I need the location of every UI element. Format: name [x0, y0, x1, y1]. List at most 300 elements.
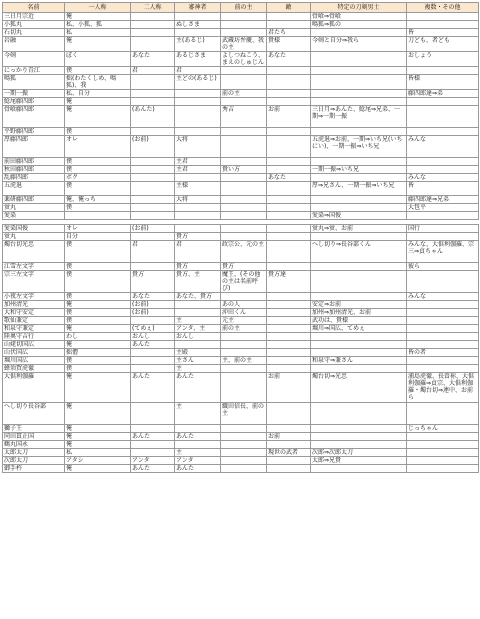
table-cell: [407, 128, 479, 136]
table-cell: 俺: [65, 13, 131, 21]
table-cell: 堀川⇒国広、てめぇ: [311, 325, 407, 333]
spreadsheet: [2, 2, 478, 473]
table-cell: アンタ: [131, 457, 175, 465]
table-row: [3, 158, 479, 166]
table-cell: [267, 196, 311, 204]
table-cell: 皆: [407, 29, 479, 37]
table-cell: [221, 174, 267, 182]
table-cell: [221, 373, 267, 403]
table-cell: 前の主: [221, 325, 267, 333]
table-cell: あんた: [175, 373, 221, 403]
table-cell: アンタ、主: [175, 325, 221, 333]
name-cell: 今剣: [3, 52, 65, 67]
table-row: [3, 449, 479, 457]
table-cell: あんた: [131, 465, 175, 473]
table-cell: 主(あるじ): [175, 37, 221, 52]
name-cell: 大倶利伽羅: [3, 373, 65, 403]
table-cell: [407, 449, 479, 457]
table-cell: 次郎⇒次郎太刀: [311, 449, 407, 457]
table-cell: 大包平: [407, 204, 479, 212]
table-cell: [221, 465, 267, 473]
name-cell: 山姥切国広: [3, 341, 65, 349]
table-cell: [311, 98, 407, 106]
table-body-upper: [3, 13, 479, 220]
table-cell: (てめぇ): [131, 325, 175, 333]
table-cell: [267, 212, 311, 220]
table-cell: 僕: [65, 365, 131, 373]
table-cell: 貴方: [175, 233, 221, 241]
table-cell: 私、小狐、狐: [65, 21, 131, 29]
table-row: [3, 196, 479, 204]
table-row: [3, 52, 479, 67]
table-cell: [267, 325, 311, 333]
name-cell: 蜂須賀虎徹: [3, 365, 65, 373]
header-cell: 二人称: [131, 3, 175, 13]
table-row: [3, 271, 479, 293]
table-cell: 元主: [221, 317, 267, 325]
table-cell: [267, 90, 311, 98]
table-cell: わし: [65, 333, 131, 341]
name-cell: 小夜左文字: [3, 293, 65, 301]
table-cell: [311, 174, 407, 182]
table-cell: [175, 128, 221, 136]
table-cell: あなた、貴方: [175, 293, 221, 301]
table-cell: [131, 449, 175, 457]
name-cell: 陸奥守吉行: [3, 333, 65, 341]
table-cell: [131, 98, 175, 106]
name-cell: 小狐丸: [3, 21, 65, 29]
header-cell: 敵: [267, 3, 311, 13]
table-cell: 織田信長、前の主: [221, 403, 267, 425]
table-cell: [407, 357, 479, 365]
table-cell: [131, 90, 175, 98]
table-cell: おしょう: [407, 52, 479, 67]
name-cell: 和泉守兼定: [3, 325, 65, 333]
table-cell: [311, 271, 407, 293]
table-cell: アタシ: [65, 457, 131, 465]
table-cell: ぬしさま: [175, 21, 221, 29]
table-cell: 藤四郎達⇒兄弟: [407, 196, 479, 204]
table-cell: [131, 37, 175, 52]
table-cell: 主さん: [175, 357, 221, 365]
table-cell: [131, 263, 175, 271]
table-cell: (お前): [131, 136, 175, 158]
table-row: [3, 98, 479, 106]
table-cell: [221, 75, 267, 90]
name-cell: 石切丸: [3, 29, 65, 37]
table-cell: 主: [175, 449, 221, 457]
table-cell: 骨喰⇒骨喰: [311, 13, 407, 21]
table-cell: [407, 271, 479, 293]
table-cell: [267, 158, 311, 166]
table-cell: [407, 457, 479, 465]
table-row: [3, 373, 479, 403]
table-cell: 君たち: [267, 29, 311, 37]
table-cell: [311, 441, 407, 449]
table-cell: [267, 403, 311, 425]
table-cell: 和泉守⇒兼さん: [311, 357, 407, 365]
table-cell: [267, 21, 311, 29]
table-cell: [221, 196, 267, 204]
table-row: [3, 425, 479, 433]
table-cell: 厚⇒兄さん、一期一振⇒いち兄: [311, 182, 407, 196]
table-cell: [407, 341, 479, 349]
table-cell: [311, 425, 407, 433]
table-cell: お前: [267, 433, 311, 441]
table-cell: あんた: [175, 465, 221, 473]
table-cell: [131, 441, 175, 449]
header-cell: 複数・その他: [407, 3, 479, 13]
table-cell: [407, 13, 479, 21]
table-cell: [267, 301, 311, 309]
table-cell: [221, 29, 267, 37]
table-row: [3, 457, 479, 465]
table-cell: 僕: [65, 128, 131, 136]
table-row: [3, 357, 479, 365]
table-cell: 五虎退⇒お前、一期⇒いち兄(いちにい)、一期一振⇒いち兄: [311, 136, 407, 158]
table-cell: 皆様: [407, 75, 479, 90]
table-cell: オレ: [65, 225, 131, 233]
table-cell: あなた: [267, 174, 311, 182]
table-cell: [175, 441, 221, 449]
header-cell: 一人称: [65, 3, 131, 13]
table-cell: 沖田くん: [221, 309, 267, 317]
table-row: [3, 241, 479, 263]
table-row: [3, 13, 479, 21]
table-cell: [407, 212, 479, 220]
table-cell: [311, 293, 407, 301]
table-cell: [407, 365, 479, 373]
table-cell: 主君: [175, 158, 221, 166]
table-cell: [311, 333, 407, 341]
table-cell: (お前): [131, 309, 175, 317]
table-cell: みんな、大倶利伽羅、宗三⇒貞ちゃん: [407, 241, 479, 263]
table-cell: アンタ: [175, 457, 221, 465]
table-cell: [131, 212, 175, 220]
table-row: [3, 90, 479, 98]
table-row: [3, 182, 479, 196]
table-row: [3, 433, 479, 441]
table-cell: (お前): [131, 301, 175, 309]
name-cell: 愛染: [3, 212, 65, 220]
name-cell: 三日月宗近: [3, 13, 65, 21]
table-cell: [407, 233, 479, 241]
table-cell: [221, 13, 267, 21]
table-cell: [407, 441, 479, 449]
table-cell: [221, 212, 267, 220]
table-row: [3, 365, 479, 373]
table-cell: [407, 158, 479, 166]
table-cell: [311, 349, 407, 357]
table-cell: 一期一振⇒いち兄: [311, 166, 407, 174]
table-row: [3, 465, 479, 473]
table-cell: 君: [131, 67, 175, 75]
table-cell: 俺: [65, 373, 131, 403]
table-cell: [311, 52, 407, 67]
table-cell: [267, 441, 311, 449]
table-cell: 私、自分: [65, 90, 131, 98]
table-cell: おんし: [131, 333, 175, 341]
table-row: [3, 174, 479, 182]
table-cell: [221, 21, 267, 29]
table-cell: 国行: [407, 225, 479, 233]
table-cell: 現世の武者: [267, 449, 311, 457]
table-cell: [131, 29, 175, 37]
table-cell: [221, 233, 267, 241]
table-cell: お前: [267, 106, 311, 128]
table-cell: みんな: [407, 293, 479, 301]
table-row: [3, 301, 479, 309]
table-cell: 鳴狐⇒狐の: [311, 21, 407, 29]
table-cell: 俺: [65, 301, 131, 309]
name-cell: 御手杵: [3, 465, 65, 473]
name-cell: 一期一振: [3, 90, 65, 98]
name-cell: 山伏国広: [3, 349, 65, 357]
table-row: [3, 403, 479, 425]
table-cell: [311, 75, 407, 90]
table-cell: [311, 158, 407, 166]
table-cell: [407, 309, 479, 317]
table-row: [3, 341, 479, 349]
table-cell: 君: [175, 241, 221, 263]
table-cell: 主: [175, 317, 221, 325]
table-cell: [221, 441, 267, 449]
table-cell: [221, 98, 267, 106]
table-row: [3, 233, 479, 241]
table-row: [3, 75, 479, 90]
name-cell: 前田藤四郎: [3, 158, 65, 166]
table-cell: [131, 174, 175, 182]
name-cell: 堀川国広: [3, 357, 65, 365]
table-cell: [175, 341, 221, 349]
table-row: [3, 333, 479, 341]
table-cell: お前: [267, 373, 311, 403]
first-person-table: [2, 2, 479, 473]
table-cell: [221, 204, 267, 212]
table-cell: [175, 225, 221, 233]
table-row: [3, 317, 479, 325]
name-cell: 五虎退: [3, 182, 65, 196]
table-cell: おんし: [175, 333, 221, 341]
table-cell: 私: [65, 449, 131, 457]
table-row: [3, 293, 479, 301]
table-cell: 大将: [175, 196, 221, 204]
name-cell: 秋田藤四郎: [3, 166, 65, 174]
table-cell: よしつねこう、まえのしゅじん: [221, 52, 267, 67]
table-cell: [131, 365, 175, 373]
table-cell: [131, 425, 175, 433]
name-cell: へし切り長谷部: [3, 403, 65, 425]
table-cell: 主: [175, 403, 221, 425]
table-cell: [267, 309, 311, 317]
table-cell: (あんた): [131, 106, 175, 128]
table-cell: 僕: [65, 357, 131, 365]
table-cell: [311, 263, 407, 271]
table-cell: あなた: [267, 52, 311, 67]
table-cell: [267, 317, 311, 325]
name-cell: 歌仙兼定: [3, 317, 65, 325]
table-cell: (お前): [131, 225, 175, 233]
name-cell: 太郎太刀: [3, 449, 65, 457]
name-cell: 宗三左文字: [3, 271, 65, 293]
table-row: [3, 204, 479, 212]
table-cell: [407, 301, 479, 309]
name-cell: 次郎太刀: [3, 457, 65, 465]
table-cell: [221, 349, 267, 357]
table-cell: [175, 301, 221, 309]
table-cell: じっちゃん: [407, 425, 479, 433]
table-cell: [311, 365, 407, 373]
name-cell: 江雪左文字: [3, 263, 65, 271]
table-cell: [221, 136, 267, 158]
table-cell: 貴方: [131, 271, 175, 293]
table-body-lower: [3, 225, 479, 473]
table-cell: 貴方達: [267, 271, 311, 293]
table-cell: 皆の者: [407, 349, 479, 357]
table-cell: [267, 341, 311, 349]
table-cell: [221, 293, 267, 301]
table-cell: あるじさま: [175, 52, 221, 67]
table-cell: 僕: [65, 293, 131, 301]
table-cell: 僕: [65, 309, 131, 317]
table-cell: [221, 128, 267, 136]
table-cell: 燭台切⇒光忠: [311, 373, 407, 403]
table-cell: [267, 98, 311, 106]
table-cell: [267, 457, 311, 465]
table-cell: あんた: [131, 433, 175, 441]
table-cell: 俺: [65, 98, 131, 106]
name-cell: 薬研藤四郎: [3, 196, 65, 204]
table-row: [3, 37, 479, 52]
table-cell: 貴い方: [221, 166, 267, 174]
table-cell: 君: [175, 67, 221, 75]
table-cell: [221, 457, 267, 465]
table-cell: 俺、俺っち: [65, 196, 131, 204]
table-cell: 大将: [175, 136, 221, 158]
table-cell: [267, 233, 311, 241]
table-cell: 貴様: [267, 37, 311, 52]
table-cell: 僕: [65, 182, 131, 196]
table-cell: 俺: [65, 465, 131, 473]
table-cell: 政宗公、元の主: [221, 241, 267, 263]
table-cell: 俺: [65, 441, 131, 449]
table-cell: [267, 166, 311, 174]
table-cell: [131, 166, 175, 174]
table-cell: 主殿: [175, 349, 221, 357]
table-cell: 俺: [65, 325, 131, 333]
name-cell: 乱藤四郎: [3, 174, 65, 182]
table-cell: [131, 233, 175, 241]
table-cell: 僕: [65, 241, 131, 263]
table-cell: [267, 182, 311, 196]
table-row: [3, 136, 479, 158]
table-cell: [221, 425, 267, 433]
table-cell: [311, 90, 407, 98]
table-cell: あんた: [131, 341, 175, 349]
table-cell: 彼ら: [407, 263, 479, 271]
table-cell: 拙僧: [65, 349, 131, 357]
table-cell: [267, 333, 311, 341]
table-cell: 俺: [65, 37, 131, 52]
table-row: [3, 263, 479, 271]
table-cell: [221, 158, 267, 166]
table-cell: あんた: [175, 433, 221, 441]
table-cell: [175, 309, 221, 317]
table-cell: [131, 196, 175, 204]
table-cell: [311, 341, 407, 349]
table-cell: [267, 357, 311, 365]
table-cell: 愛染⇒国俊: [311, 212, 407, 220]
table-cell: [221, 67, 267, 75]
table-cell: みんな: [407, 136, 479, 158]
name-cell: にっかり青江: [3, 67, 65, 75]
table-cell: 僕: [65, 67, 131, 75]
table-cell: [267, 365, 311, 373]
table-cell: 貴方、主: [175, 271, 221, 293]
table-cell: [221, 365, 267, 373]
header-cell: 審神者: [175, 3, 221, 13]
table-cell: [131, 204, 175, 212]
table-cell: あなた: [131, 293, 175, 301]
table-cell: みんな: [407, 174, 479, 182]
table-cell: 僕: [65, 317, 131, 325]
table-cell: 三日月⇒あんた、鯰尾⇒兄弟、一期⇒一期一振: [311, 106, 407, 128]
table-cell: 自分: [65, 233, 131, 241]
table-row: [3, 212, 479, 220]
table-cell: 皆: [407, 182, 479, 196]
table-row: [3, 67, 479, 75]
table-cell: 拙(わたくしめ、鳴狐)、我: [65, 75, 131, 90]
table-cell: [267, 136, 311, 158]
table-cell: 加州⇒加州清光、お前: [311, 309, 407, 317]
table-cell: [175, 13, 221, 21]
table-cell: [311, 67, 407, 75]
header-cell: 前の主: [221, 3, 267, 13]
name-cell: 平野藤四郎: [3, 128, 65, 136]
table-cell: 前の主: [221, 90, 267, 98]
table-cell: 貴方: [221, 263, 267, 271]
name-cell: 大和守安定: [3, 309, 65, 317]
table-cell: 蛍丸⇒蛍、お前: [311, 225, 407, 233]
table-cell: 秀吉: [221, 106, 267, 128]
table-cell: [131, 21, 175, 29]
table-cell: [267, 75, 311, 90]
table-cell: あの人: [221, 301, 267, 309]
table-cell: 武蔵坊弁慶、我の主: [221, 37, 267, 52]
name-cell: 鶴丸国永: [3, 441, 65, 449]
table-cell: 僕: [65, 166, 131, 174]
table-cell: [407, 317, 479, 325]
table-cell: 俺: [65, 341, 131, 349]
table-row: [3, 441, 479, 449]
header-row: [3, 3, 479, 13]
table-cell: [311, 403, 407, 425]
table-cell: ボク: [65, 174, 131, 182]
table-cell: [407, 166, 479, 174]
table-cell: [131, 182, 175, 196]
table-cell: あなた: [131, 52, 175, 67]
name-cell: 愛染国俊: [3, 225, 65, 233]
table-row: [3, 106, 479, 128]
table-cell: 安定⇒お前: [311, 301, 407, 309]
table-cell: [267, 128, 311, 136]
table-cell: 俺: [65, 425, 131, 433]
table-cell: [221, 225, 267, 233]
table-cell: [267, 349, 311, 357]
table-cell: [131, 349, 175, 357]
table-cell: 主君: [175, 166, 221, 174]
table-cell: へし切り⇒長谷部くん: [311, 241, 407, 263]
